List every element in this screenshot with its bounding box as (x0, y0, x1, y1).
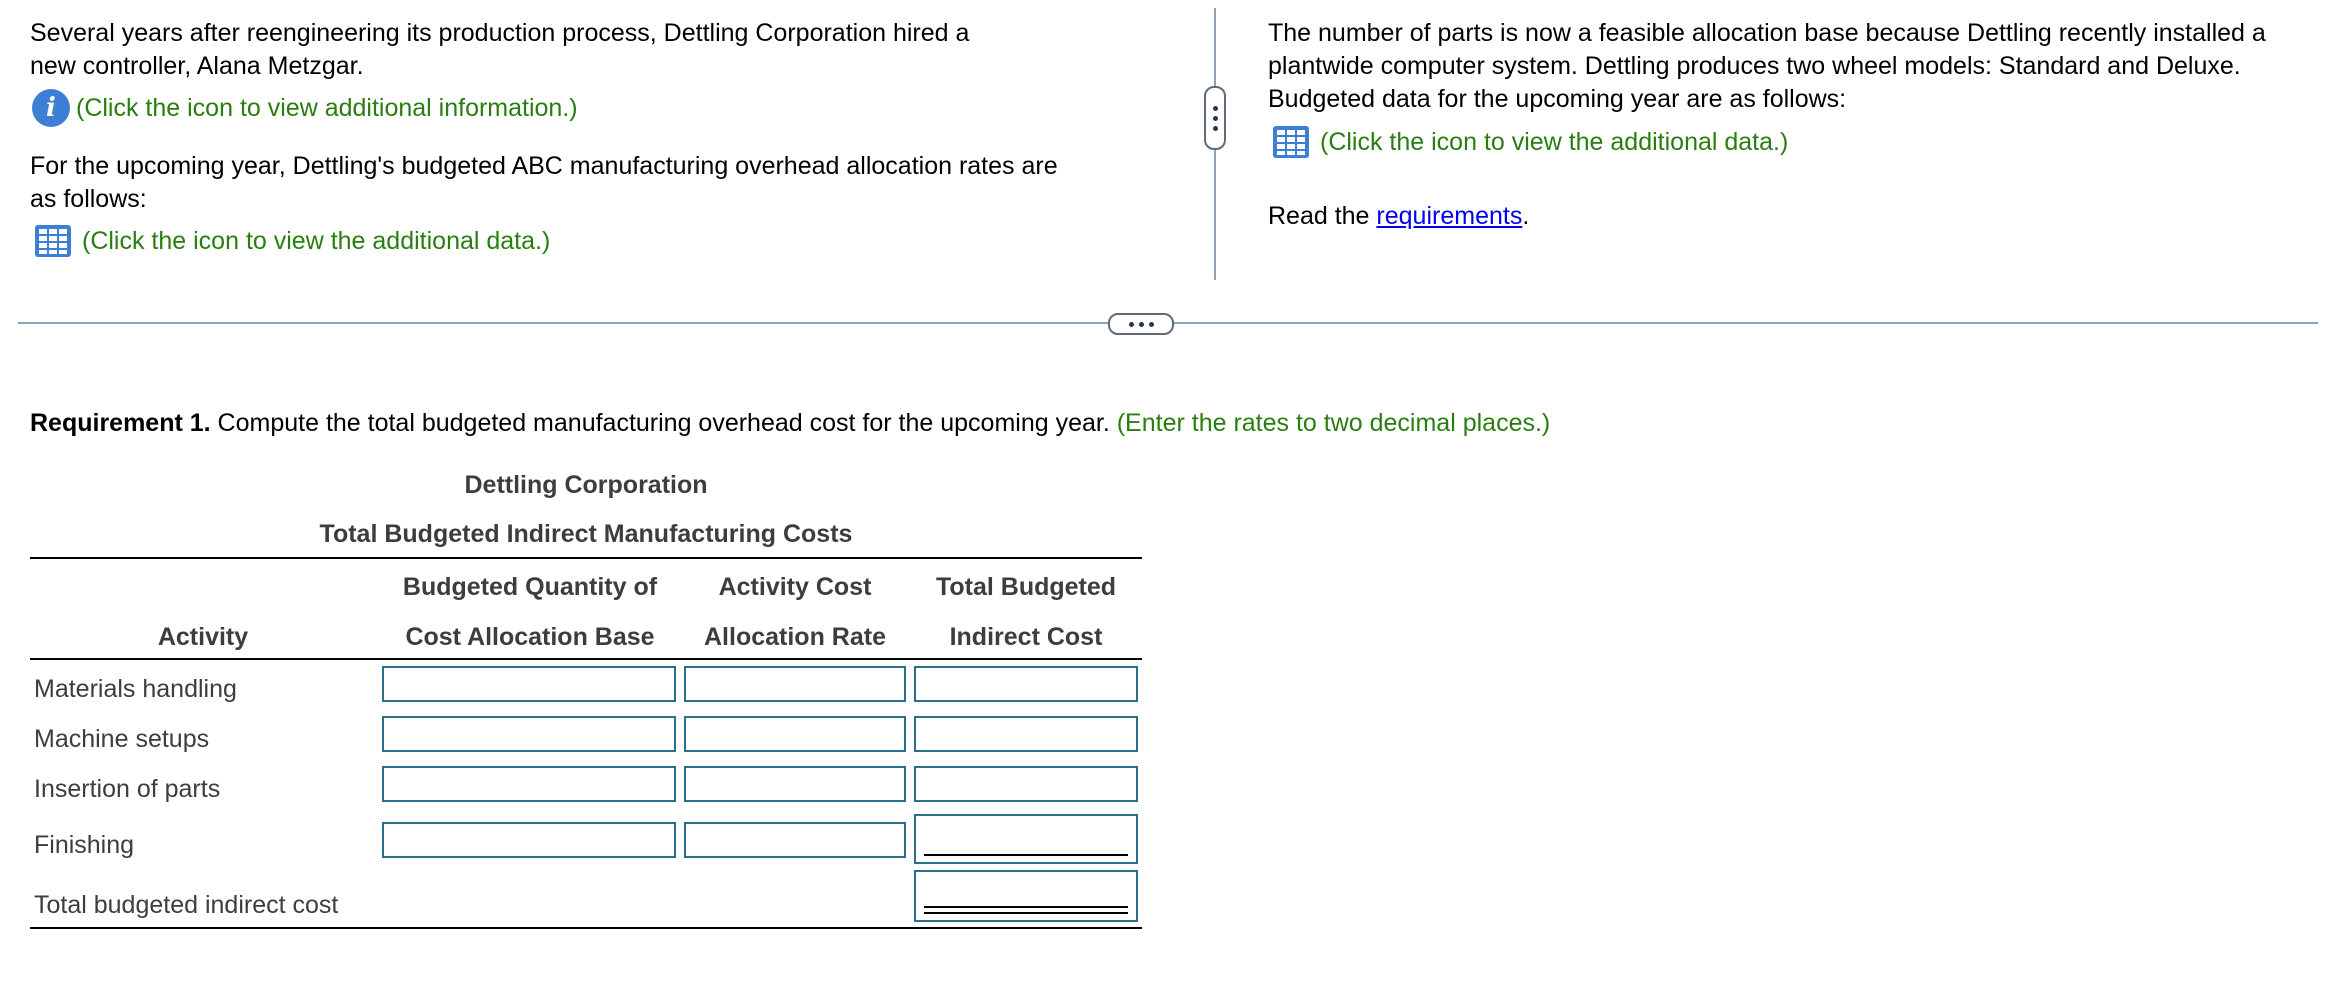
table-grid-icon[interactable] (34, 224, 72, 258)
col-header-activity: Activity (157, 623, 249, 651)
row-label-total: Total budgeted indirect cost (34, 891, 339, 919)
data-link-row[interactable] (1272, 125, 1788, 159)
requirement-hint: (Enter the rates to two decimal places.) (1109, 409, 1551, 437)
read-suffix: . (1522, 202, 1530, 230)
data-link-text[interactable]: (Click the icon to view the additional data.) (1320, 127, 1789, 156)
right-line-3: Budgeted data for the upcoming year are as follows: (1268, 85, 1847, 113)
col-header-rate-2: Allocation Rate (704, 623, 886, 651)
single-underline (924, 854, 1128, 856)
row-label-finishing: Finishing (34, 831, 135, 859)
finishing-quantity-input[interactable] (382, 822, 676, 858)
table-title: Total Budgeted Indirect Manufacturing Costs (319, 520, 853, 548)
rates-line-2: as follows: (30, 185, 147, 213)
read-prefix: Read the (1268, 202, 1377, 230)
finishing-rate-input[interactable] (684, 822, 906, 858)
materials-handling-rate-input[interactable] (684, 666, 906, 702)
info-link-row[interactable] (32, 89, 578, 127)
table-company: Dettling Corporation (464, 471, 708, 499)
right-panel-text (1268, 17, 2328, 116)
machine-setups-total-input[interactable] (914, 716, 1138, 752)
vertical-resize-handle[interactable] (1204, 86, 1226, 150)
intro-text (30, 17, 1180, 83)
col-header-quantity-2: Cost Allocation Base (405, 623, 655, 651)
col-header-quantity-1: Budgeted Quantity of (402, 573, 658, 601)
info-link-text[interactable]: (Click the icon to view additional information.) (76, 93, 578, 122)
insertion-of-parts-total-input[interactable] (914, 766, 1138, 802)
machine-setups-quantity-input[interactable] (382, 716, 676, 752)
row-label-materials-handling: Materials handling (34, 675, 237, 703)
intro-line-1: Several years after reengineering its production process, Dettling Corporation hired a (30, 19, 970, 47)
rates-link-row[interactable] (34, 224, 550, 258)
intro-line-2: new controller, Alana Metzgar. (30, 52, 364, 80)
horizontal-resize-handle[interactable] (1108, 313, 1174, 335)
table-top-rule (30, 557, 1142, 559)
materials-handling-total-input[interactable] (914, 666, 1138, 702)
requirements-link[interactable]: requirements (1376, 202, 1523, 230)
row-label-machine-setups: Machine setups (34, 725, 210, 753)
materials-handling-quantity-input[interactable] (382, 666, 676, 702)
finishing-total-input[interactable] (914, 814, 1138, 864)
double-underline-bottom (924, 912, 1128, 914)
read-requirements (1268, 200, 1529, 233)
rates-text (30, 150, 1180, 216)
double-underline-top (924, 906, 1128, 908)
col-header-total-1: Total Budgeted (935, 573, 1117, 601)
total-indirect-cost-input[interactable] (914, 870, 1138, 922)
right-line-2: plantwide computer system. Dettling produces two wheel models: Standard and Deluxe. (1268, 52, 2241, 80)
rates-link-text[interactable]: (Click the icon to view the additional data.) (82, 226, 551, 255)
table-header-rule (30, 658, 1142, 660)
requirement-label: Requirement 1. (30, 409, 211, 437)
rates-line-1: For the upcoming year, Dettling's budgeted ABC manufacturing overhead allocation rates are (30, 152, 1058, 180)
col-header-total-2: Indirect Cost (949, 623, 1103, 651)
table-grid-icon[interactable] (1272, 125, 1310, 159)
requirement-statement (30, 407, 2230, 440)
requirement-text: Compute the total budgeted manufacturing overhead cost for the upcoming year. (210, 409, 1110, 437)
info-icon[interactable]: i (32, 89, 70, 127)
insertion-of-parts-quantity-input[interactable] (382, 766, 676, 802)
machine-setups-rate-input[interactable] (684, 716, 906, 752)
right-line-1: The number of parts is now a feasible allocation base because Dettling recently installed a (1268, 19, 2266, 47)
table-bottom-rule (30, 927, 1142, 929)
col-header-rate-1: Activity Cost (718, 573, 872, 601)
insertion-of-parts-rate-input[interactable] (684, 766, 906, 802)
row-label-insertion-of-parts: Insertion of parts (34, 775, 221, 803)
